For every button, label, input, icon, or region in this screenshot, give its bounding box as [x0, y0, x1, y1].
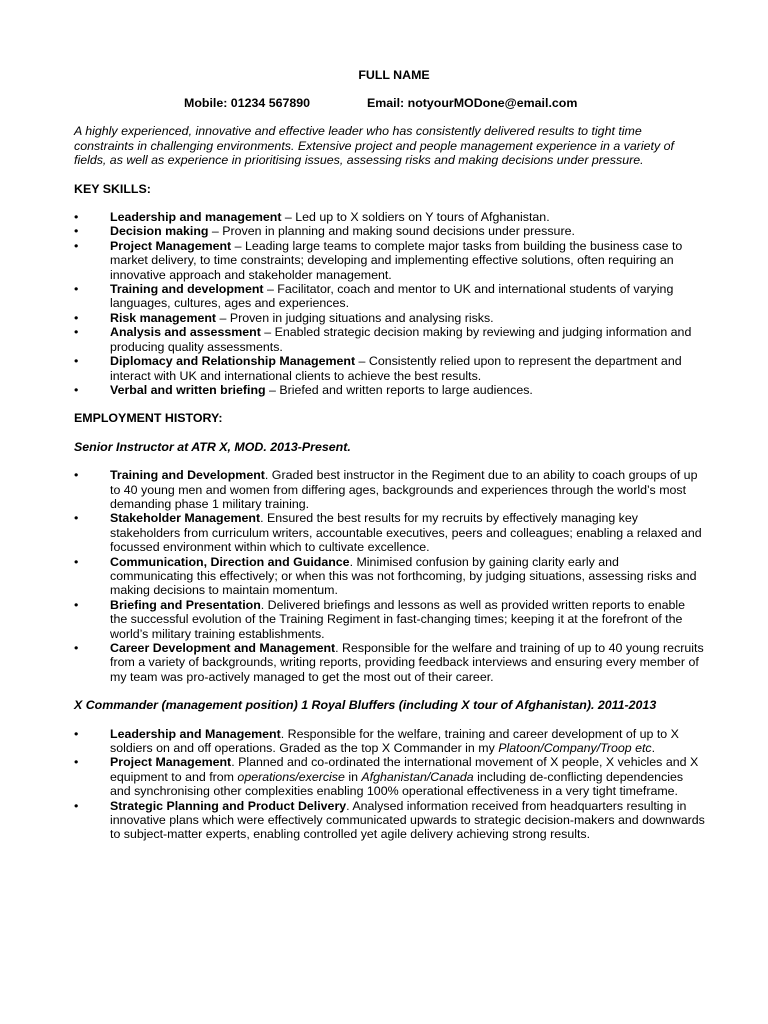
full-name-heading: FULL NAME [358, 68, 430, 82]
role-responsibilities-list [74, 726, 705, 842]
responsibility-text: including de-conflicting dependencies and synchronising other complexities enabling 100% operational effectiveness in a very tight timeframe. [110, 769, 684, 799]
skill-text: – Consistently relied upon to represent the department and interact with UK and international clients to achieve the best results. [110, 354, 682, 383]
responsibility-text: . Responsible for the welfare and training of up to 40 young recruits from a variety of backgrounds, writing reports, providing feedback interviews and ensuring every member of my team was pro-actively managed to get the most out of their career. [110, 641, 704, 684]
list-item [74, 641, 705, 684]
skill-text: – Enabled strategic decision making by reviewing and judging information and producing quality assessments. [110, 325, 692, 354]
responsibility-title: Strategic Planning and Product Delivery [110, 798, 347, 813]
responsibility-title: Leadership and Management [110, 726, 281, 741]
key-skills-heading: KEY SKILLS: [74, 181, 151, 196]
responsibility-text: . Responsible for the welfare, training and career development of up to X soldiers on and off operations. Graded as the top X Commander in my [110, 726, 679, 756]
skill-title: Decision making [110, 224, 209, 239]
bullet-icon: • [74, 210, 79, 225]
skill-title: Verbal and written briefing [110, 382, 266, 397]
bullet-icon: • [74, 310, 79, 325]
bullet-icon: • [74, 511, 79, 526]
contact-line [74, 96, 694, 110]
responsibility-title: Project Management [110, 755, 232, 770]
list-item [74, 311, 705, 325]
list-item [74, 210, 705, 224]
responsibility-text-italic: operations/exercise [237, 769, 345, 784]
role-title: X Commander (management position) 1 Royal Bluffers (including X tour of Afghanistan). 2011-2013 [74, 698, 657, 713]
bullet-icon: • [74, 238, 79, 253]
skill-text: – Leading large teams to complete major tasks from building the business case to market delivery, to time constraints; developing and implementing effective solutions, often requiring an innovative approach and stakeholder management. [110, 238, 683, 282]
list-item [74, 799, 705, 842]
responsibility-text: . Minimised confusion by gaining clarity early and communicating this effectively; or when this was not forthcoming, by judging situations, assessing risks and making decisions to maintain momentum. [110, 554, 697, 598]
bullet-icon: • [74, 597, 79, 612]
skill-title: Risk management [110, 310, 217, 325]
bullet-icon: • [74, 354, 79, 369]
email-address: Email: notyourMODone@email.com [367, 96, 578, 111]
responsibility-text: . Analysed information received from headquarters resulting in innovative plans which were effectively communicated upwards to strategic decision-makers and downwards to subject-matter experts, enabling controlled yet agile delivery achieving strong results. [110, 798, 705, 842]
list-item [74, 224, 705, 238]
list-item [74, 598, 705, 641]
skill-text: – Led up to X soldiers on Y tours of Afghanistan. [281, 210, 550, 225]
list-item [74, 511, 705, 554]
responsibility-text: . Ensured the best results for my recruits by effectively managing key stakeholders from curriculum writers, accountable executives, peers and colleagues; enabling a relaxed and focussed environment within which to cultivate excellence. [110, 511, 702, 555]
bullet-icon: • [74, 641, 79, 655]
bullet-icon: • [74, 224, 79, 239]
skill-title: Analysis and assessment [110, 325, 261, 340]
responsibility-text-italic: Afghanistan/Canada [361, 769, 474, 784]
list-item [74, 325, 705, 354]
responsibility-text: . Planned and co-ordinated the international movement of X people, X vehicles and X equipment to and from [110, 755, 699, 784]
list-item [74, 282, 705, 311]
bullet-icon: • [74, 726, 79, 741]
list-item [74, 239, 705, 282]
list-item [74, 555, 705, 598]
responsibility-text: . [651, 741, 656, 756]
bullet-icon: • [74, 382, 79, 397]
role-title: Senior Instructor at ATR X, MOD. 2013-Present. [74, 439, 351, 454]
list-item [74, 354, 705, 383]
skill-title: Diplomacy and Relationship Management [110, 354, 356, 369]
bullet-icon: • [74, 755, 79, 770]
skill-text: – Facilitator, coach and mentor to UK and international students of varying languages, cultures, ages and experiences. [110, 282, 674, 311]
employment-history-heading: EMPLOYMENT HISTORY: [74, 411, 223, 426]
responsibility-title: Briefing and Presentation [110, 597, 261, 612]
bullet-icon: • [74, 282, 79, 297]
skill-title: Leadership and management [110, 210, 282, 225]
mobile-number: Mobile: 01234 567890 [184, 96, 311, 111]
responsibility-text: . Delivered briefings and lessons as well as provided written reports to enable the successful evolution of the Training Regiment in fast-changing times; keeping it at the forefront of the world’s military training establishments. [110, 597, 686, 641]
skill-text: – Proven in planning and making sound decisions under pressure. [208, 224, 575, 239]
responsibility-title: Communication, Direction and Guidance [110, 554, 350, 569]
key-skills-list [74, 210, 694, 397]
profile-summary: A highly experienced, innovative and effective leader who has consistently delivered results to tight time constraints in challenging environments. Extensive project and people management experience in a variety of fields, as well as experience in prioritising issues, assessing risks and making decisions under pressure. [74, 124, 674, 168]
responsibility-title: Training and Development [110, 468, 265, 483]
bullet-icon: • [74, 325, 79, 340]
skill-text: – Proven in judging situations and analysing risks. [216, 310, 494, 325]
bullet-icon: • [74, 554, 79, 569]
responsibility-text: . Graded best instructor in the Regiment due to an ability to coach groups of up to 40 young men and women from differing ages, backgrounds and experiences through the world’s most demanding phase 1 military training. [110, 468, 698, 511]
responsibility-text-italic: Platoon/Company/Troop etc [498, 741, 652, 756]
responsibility-title: Stakeholder Management [110, 511, 261, 526]
list-item [74, 727, 705, 756]
responsibility-text: in [344, 769, 362, 784]
skill-title: Project Management [110, 238, 232, 253]
list-item [74, 383, 705, 397]
bullet-icon: • [74, 798, 79, 813]
responsibility-title: Career Development and Management [110, 641, 336, 655]
bullet-icon: • [74, 468, 79, 483]
list-item [74, 468, 705, 511]
skill-text: – Briefed and written reports to large audiences. [265, 382, 533, 397]
skill-title: Training and development [110, 282, 264, 297]
role-responsibilities-list [74, 468, 704, 684]
list-item [74, 755, 705, 798]
